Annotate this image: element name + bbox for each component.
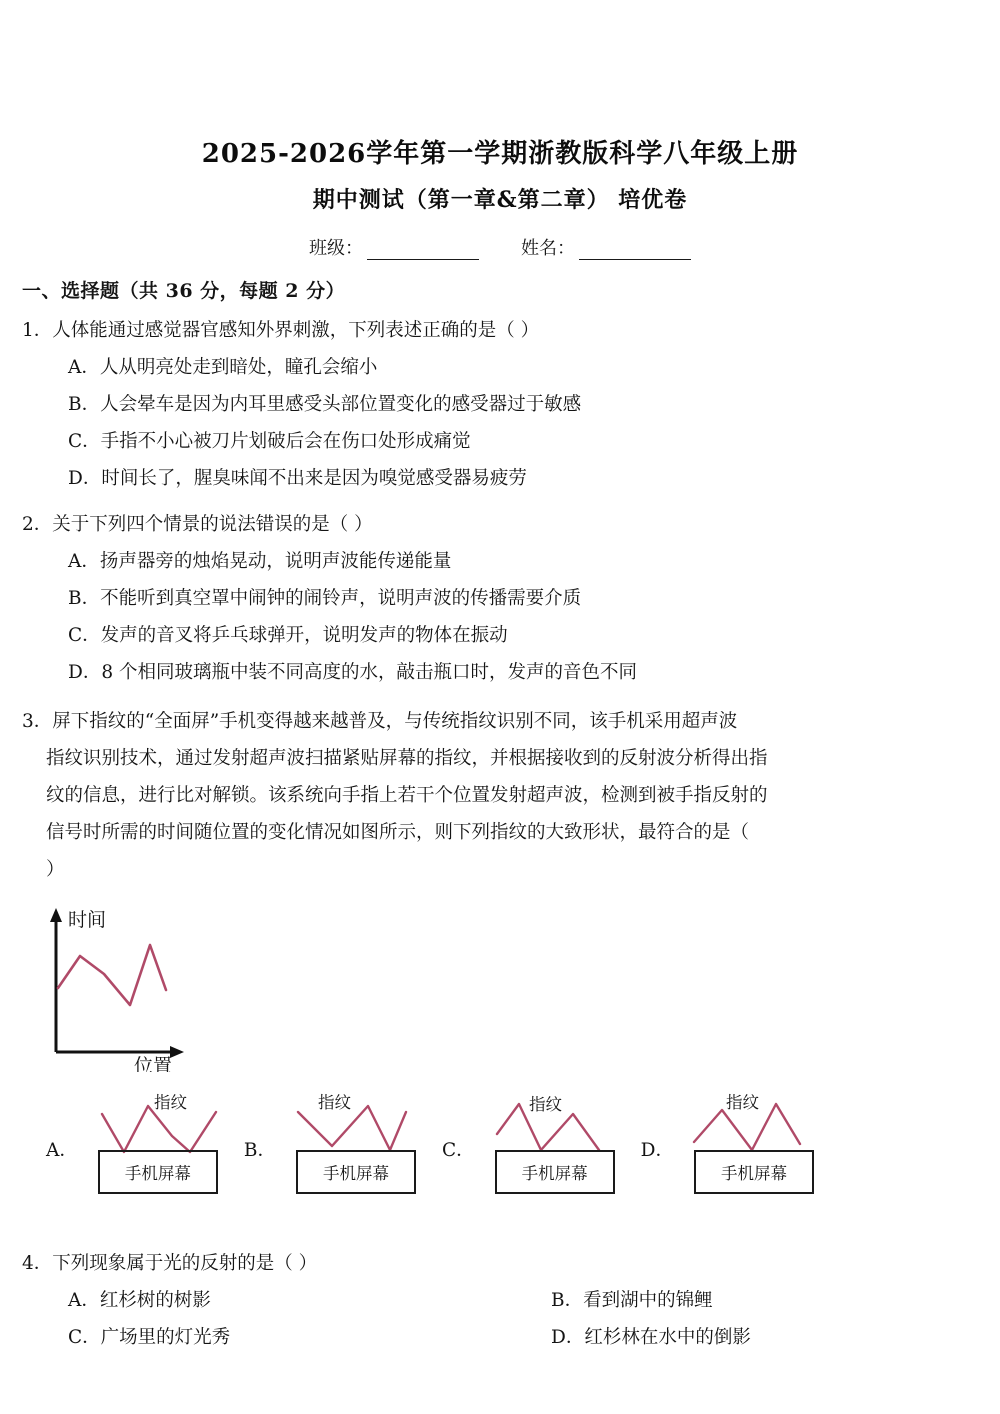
question-3-option-a-figure bbox=[80, 1084, 238, 1202]
question-4-option-b[interactable]: B．看到湖中的锦鲤 bbox=[551, 1290, 713, 1312]
question-3-option-b[interactable] bbox=[244, 1084, 436, 1202]
question-3-option-a[interactable] bbox=[46, 1084, 238, 1202]
y-axis-label: 时间 bbox=[68, 909, 107, 932]
question-3-answer-figures bbox=[22, 1084, 978, 1202]
name-field bbox=[521, 234, 691, 260]
question-4-stem: 4．下列现象属于光的反射的是（ ） bbox=[22, 1253, 318, 1275]
phone-screen-box-a bbox=[98, 1150, 218, 1194]
question-3-option-a-letter: A． bbox=[46, 1140, 78, 1162]
question-1-option-d[interactable]: D．时间长了，腥臭味闻不出来是因为嗅觉感受器易疲劳 bbox=[68, 468, 527, 490]
question-3-option-c[interactable] bbox=[442, 1084, 635, 1202]
question-4-option-c[interactable]: C．广场里的灯光秀 bbox=[68, 1327, 231, 1349]
question-4-option-d[interactable]: D．红杉林在水中的倒影 bbox=[551, 1327, 751, 1349]
phone-screen-label-a: 手机屏幕 bbox=[124, 1164, 191, 1184]
y-axis-arrow-icon bbox=[50, 908, 62, 922]
fingerprint-ridge-line-b bbox=[298, 1106, 406, 1150]
phone-screen-box-c bbox=[495, 1150, 615, 1194]
question-2 bbox=[22, 507, 978, 691]
questions-container bbox=[0, 313, 1000, 1356]
x-axis-arrow-icon bbox=[170, 1046, 184, 1058]
phone-screen-box-b bbox=[296, 1150, 416, 1194]
question-1-option-b[interactable]: B．人会晕车是因为内耳里感受头部位置变化的感受器过于敏感 bbox=[68, 394, 582, 416]
question-3-option-d-letter: D． bbox=[640, 1140, 674, 1162]
page-title-line1: 2025-2026学年第一学期浙教版科学八年级上册 bbox=[201, 139, 799, 169]
student-id-line bbox=[0, 234, 1000, 260]
question-1-option-c[interactable]: C．手指不小心被刀片划破后会在伤口处形成痛觉 bbox=[68, 431, 471, 453]
question-2-option-b[interactable]: B．不能听到真空罩中闹钟的闹铃声，说明声波的传播需要介质 bbox=[68, 588, 582, 610]
fingerprint-label-c: 指纹 bbox=[528, 1095, 562, 1115]
question-2-option-a[interactable]: A．扬声器旁的烛焰晃动，说明声波能传递能量 bbox=[68, 551, 452, 573]
question-2-option-c[interactable]: C．发声的音叉将乒乓球弹开，说明发声的物体在振动 bbox=[68, 625, 508, 647]
phone-screen-label-b: 手机屏幕 bbox=[322, 1164, 389, 1184]
question-3-stem-part1: 3．屏下指纹的“全面屏”手机变得越来越普及，与传统指纹识别不同，该手机采用超声波 bbox=[22, 711, 738, 733]
question-1-option-a[interactable]: A．人从明亮处走到暗处，瞳孔会缩小 bbox=[68, 357, 378, 379]
phone-screen-box-d bbox=[694, 1150, 814, 1194]
page-title-line2: 期中测试（第一章&第二章） 培优卷 bbox=[312, 186, 688, 213]
question-3-option-b-letter: B． bbox=[243, 1140, 276, 1162]
question-4-options bbox=[22, 1282, 978, 1356]
fingerprint-label-d: 指纹 bbox=[725, 1093, 759, 1113]
fingerprint-label-b: 指纹 bbox=[317, 1093, 351, 1113]
phone-screen-label-c: 手机屏幕 bbox=[521, 1164, 588, 1184]
question-1-stem: 1．人体能通过感觉器官感知外界刺激，下列表述正确的是（ ） bbox=[22, 320, 540, 341]
class-blank-input[interactable] bbox=[367, 245, 479, 260]
question-3-stem-part2: 指纹识别技术，通过发射超声波扫描紧贴屏幕的指纹，并根据接收到的反射波分析得出指 bbox=[46, 748, 768, 770]
class-field bbox=[309, 234, 479, 260]
question-3-stem bbox=[22, 703, 978, 888]
name-label: 姓名： bbox=[521, 238, 575, 259]
fingerprint-ridge-line-a bbox=[102, 1106, 216, 1152]
fingerprint-label-a: 指纹 bbox=[153, 1093, 187, 1113]
question-3-option-c-letter: C． bbox=[441, 1140, 475, 1162]
phone-screen-label-d: 手机屏幕 bbox=[720, 1164, 787, 1184]
question-3-option-d[interactable] bbox=[641, 1084, 834, 1202]
class-label: 班级： bbox=[309, 238, 363, 259]
chart-data-line bbox=[58, 945, 166, 1005]
question-3-graph-figure bbox=[22, 900, 978, 1076]
question-3-stem-part3: 纹的信息，进行比对解锁。该系统向手指上若干个位置发射超声波，检测到被手指反射的 bbox=[46, 785, 768, 807]
question-4 bbox=[22, 1246, 978, 1356]
time-position-chart bbox=[32, 900, 262, 1072]
question-3-option-d-figure bbox=[676, 1084, 834, 1202]
question-2-option-d[interactable]: D．8 个相同玻璃瓶中装不同高度的水，敲击瓶口时，发声的音色不同 bbox=[68, 662, 637, 684]
name-blank-input[interactable] bbox=[579, 245, 691, 260]
question-3 bbox=[22, 703, 978, 1202]
question-2-stem: 2．关于下列四个情景的说法错误的是（ ） bbox=[22, 514, 373, 536]
x-axis-label: 位置 bbox=[134, 1055, 173, 1073]
section-heading-multiple-choice: 一、选择题（共 36 分，每题 2 分） bbox=[22, 280, 346, 302]
question-3-option-c-figure bbox=[477, 1084, 635, 1202]
question-4-option-a[interactable]: A．红杉树的树影 bbox=[68, 1290, 211, 1312]
question-3-stem-part4: 信号时所需的时间随位置的变化情况如图所示，则下列指纹的大致形状，最符合的是（ bbox=[46, 822, 750, 844]
question-1 bbox=[22, 313, 978, 497]
question-3-option-b-figure bbox=[278, 1084, 436, 1202]
question-3-stem-part5: ） bbox=[46, 859, 65, 881]
